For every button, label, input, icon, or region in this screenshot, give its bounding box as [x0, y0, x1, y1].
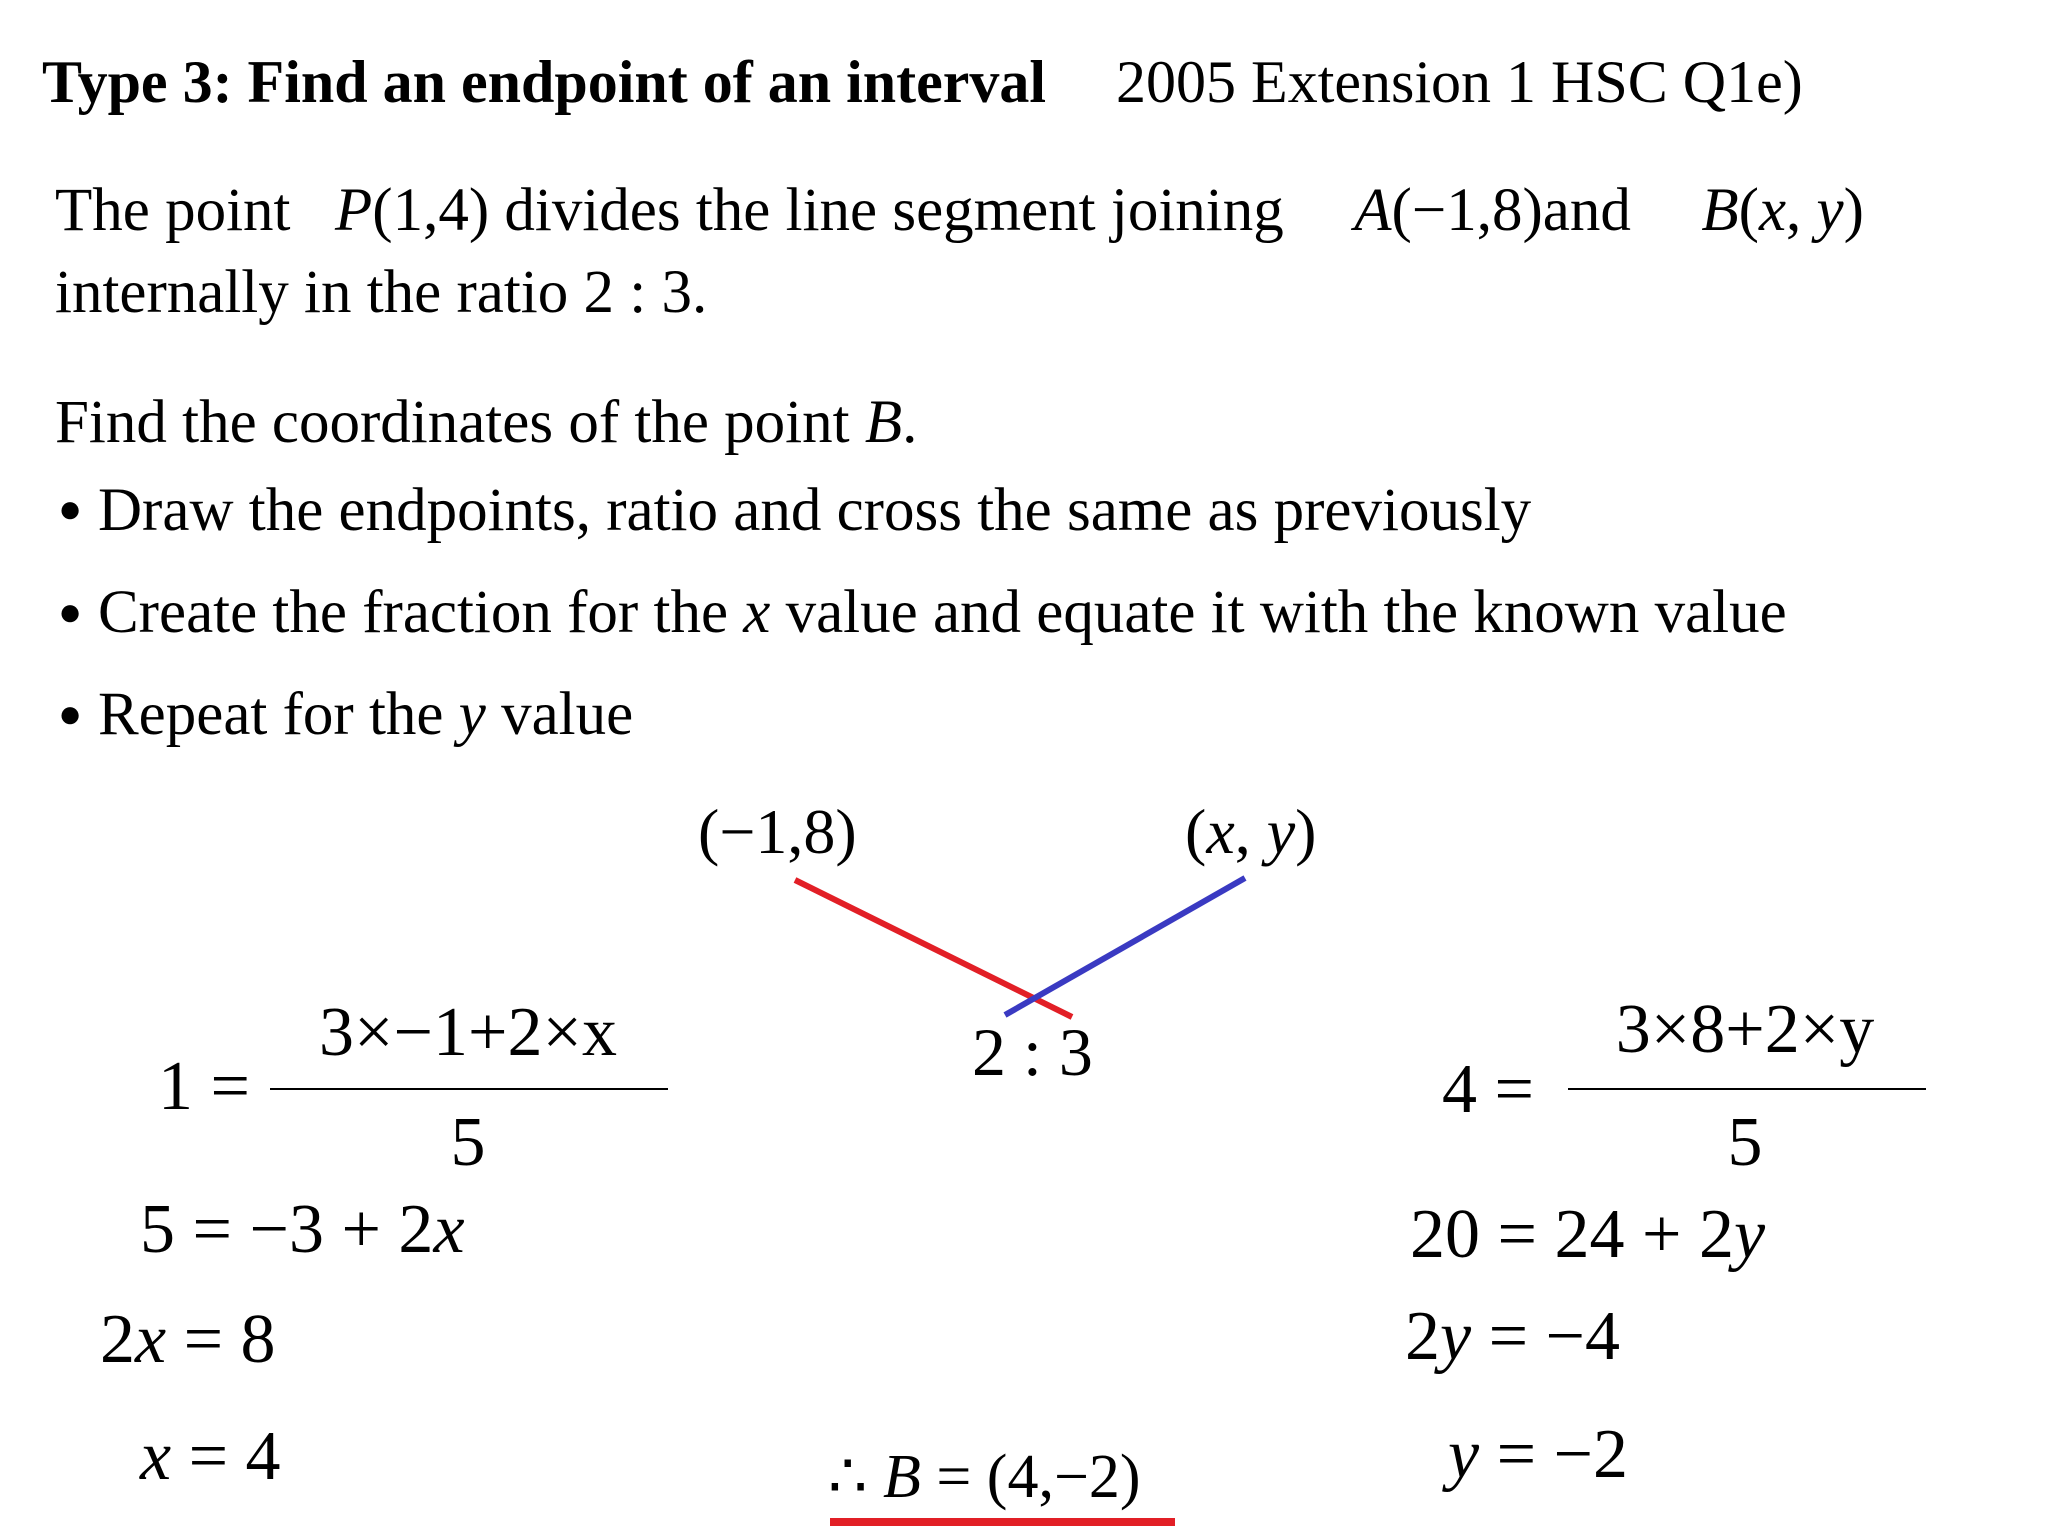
period: . — [902, 389, 918, 456]
title-heading: Type 3: Find an endpoint of an interval — [42, 49, 1047, 115]
var-x: x — [743, 579, 771, 646]
point-a-coords: (−1,8) — [1391, 177, 1543, 244]
problem-line-2: internally in the ratio 2 : 3. — [55, 259, 708, 326]
therefore-symbol: ∴ — [828, 1443, 883, 1511]
y-fraction-numerator: 3×8+2×y — [1615, 991, 1875, 1068]
bullet-icon: ● — [58, 486, 83, 531]
var-x: x — [1206, 796, 1235, 867]
y-step-2 — [1405, 1298, 1621, 1375]
equation-text: = −2 — [1479, 1416, 1629, 1493]
x-step-1 — [140, 1191, 465, 1268]
var-y: y — [458, 681, 486, 748]
var-x: x — [135, 1301, 167, 1378]
paren: ) — [1843, 177, 1864, 244]
y-eq-lhs: 4 = — [1442, 1051, 1534, 1128]
bullet-text: Create the fraction for the — [98, 579, 729, 646]
point-a-label: A — [1354, 177, 1392, 244]
red-cross-line — [795, 880, 1072, 1017]
final-answer — [828, 1443, 1141, 1511]
var-y: y — [1733, 1196, 1766, 1273]
y-step-3 — [1448, 1416, 1629, 1493]
point-p-label: P — [334, 177, 373, 244]
equation-text: = 8 — [166, 1301, 276, 1378]
paren: ( — [1185, 796, 1207, 867]
bullet-text: Repeat for the — [98, 681, 444, 748]
paren: ) — [1295, 796, 1317, 867]
y-fraction-bar — [1568, 1088, 1926, 1090]
comma: , — [1786, 177, 1817, 244]
bullet-1-text: Draw the endpoints, ratio and cross the same as previously — [98, 477, 1532, 544]
answer-value: = (4,−2) — [920, 1443, 1141, 1511]
x-fraction-numerator: 3×−1+2×x — [319, 994, 617, 1071]
x-eq-lhs: 1 = — [158, 1048, 250, 1125]
var-y: y — [1266, 796, 1296, 867]
point-b-label: B — [882, 1443, 921, 1511]
var-y: y — [1440, 1298, 1472, 1375]
x-fraction-denominator: 5 — [450, 1104, 486, 1181]
point-b-label: B — [1701, 177, 1739, 244]
diagram-ratio: 2 : 3 — [972, 1014, 1093, 1090]
equation-text: 2 — [1405, 1298, 1440, 1375]
x-fraction-bar — [270, 1088, 668, 1090]
bullet-text: value and equate it with the known value — [785, 579, 1787, 646]
diagram-left-point: (−1,8) — [698, 796, 857, 867]
bullet-icon: ● — [58, 589, 83, 634]
equation-text: = −4 — [1471, 1298, 1621, 1375]
y-fraction-denominator: 5 — [1727, 1104, 1763, 1181]
y-step-1 — [1410, 1196, 1766, 1273]
x-step-3 — [140, 1418, 281, 1495]
problem-text: Find the coordinates of the point — [55, 389, 850, 456]
problem-text: and — [1542, 177, 1631, 244]
blue-cross-line — [1005, 878, 1245, 1015]
x-step-2 — [100, 1301, 276, 1378]
bullet-text: value — [501, 681, 634, 748]
equation-text: 5 = −3 + 2 — [140, 1191, 434, 1268]
var-y: y — [1448, 1416, 1480, 1493]
problem-text: divides the line segment joining — [504, 177, 1284, 244]
var-y: y — [1816, 177, 1844, 244]
bullet-icon: ● — [58, 691, 83, 736]
paren: ( — [1738, 177, 1759, 244]
point-p-coords: (1,4) — [372, 177, 490, 244]
var-x: x — [433, 1191, 465, 1268]
equation-text: 20 = 24 + 2 — [1410, 1196, 1734, 1273]
var-x: x — [140, 1418, 172, 1495]
var-x: x — [1758, 177, 1787, 244]
equation-text: 2 — [100, 1301, 135, 1378]
title-source: 2005 Extension 1 HSC Q1e) — [1116, 49, 1803, 115]
point-b-label: B — [864, 389, 903, 456]
problem-text: The point — [55, 177, 291, 244]
equation-text: = 4 — [171, 1418, 281, 1495]
comma: , — [1234, 796, 1267, 867]
